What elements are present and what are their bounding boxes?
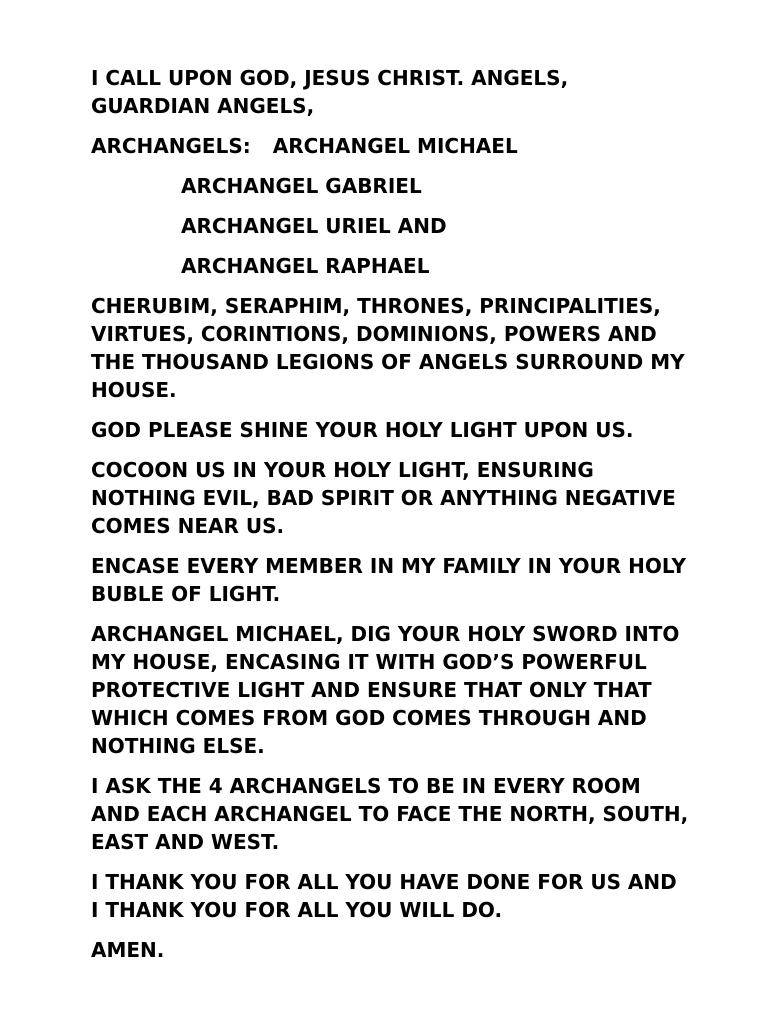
paragraph-cocoon: COCOON US IN YOUR HOLY LIGHT, ENSURING NOTHING EVIL, BAD SPIRIT OR ANYTHING NEGATIVE COMES NEAR US. [91, 458, 676, 538]
archangel-raphael: ARCHANGEL RAPHAEL [181, 254, 430, 278]
paragraph-thanks: I THANK YOU FOR ALL YOU HAVE DONE FOR US AND I THANK YOU FOR ALL YOU WILL DO. [91, 870, 677, 922]
paragraph-amen: AMEN. [91, 938, 165, 962]
archangels-label: ARCHANGELS: [91, 134, 251, 158]
paragraph-archangels [91, 132, 691, 160]
paragraph-four-archangels: I ASK THE 4 ARCHANGELS TO BE IN EVERY ROOM AND EACH ARCHANGEL TO FACE THE NORTH, SOUTH, EAST AND WEST. [91, 774, 689, 854]
paragraph-invocation: I CALL UPON GOD, JESUS CHRIST. ANGELS, GUARDIAN ANGELS, [91, 66, 569, 118]
paragraph-sword: ARCHANGEL MICHAEL, DIG YOUR HOLY SWORD INTO MY HOUSE, ENCASING IT WITH GOD’S POWERFUL PROTECTIVE LIGHT AND ENSURE THAT ONLY THAT WHICH COMES FROM GOD COMES THROUGH AND NOTHING ELSE. [91, 622, 680, 758]
paragraph-encase: ENCASE EVERY MEMBER IN MY FAMILY IN YOUR HOLY BUBLE OF LIGHT. [91, 554, 686, 606]
prayer-text [91, 64, 691, 976]
archangel-uriel: ARCHANGEL URIEL AND [181, 214, 447, 238]
paragraph-holy-light: GOD PLEASE SHINE YOUR HOLY LIGHT UPON US. [91, 418, 634, 442]
archangel-gabriel: ARCHANGEL GABRIEL [181, 174, 422, 198]
archangel-michael: ARCHANGEL MICHAEL [272, 134, 518, 158]
paragraph-angel-orders: CHERUBIM, SERAPHIM, THRONES, PRINCIPALITIES, VIRTUES, CORINTIONS, DOMINIONS, POWERS AND THE THOUSAND LEGIONS OF ANGELS SURROUND MY HOUSE. [91, 294, 685, 402]
